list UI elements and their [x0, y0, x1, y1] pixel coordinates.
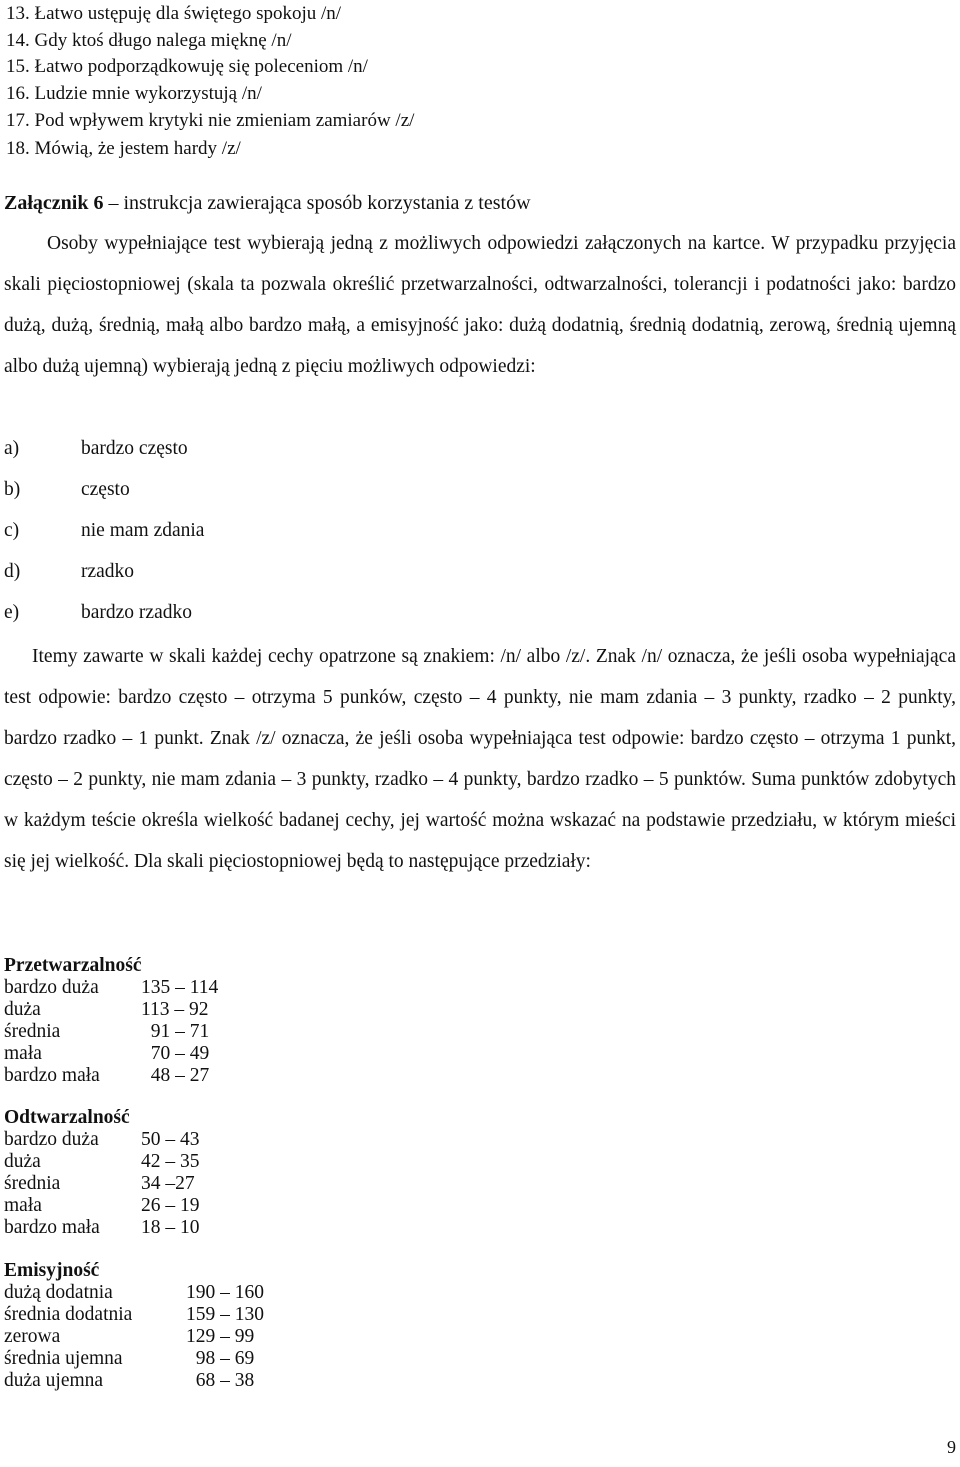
answer-option [4, 561, 134, 583]
scale-row-range: 18 – 10 [141, 1217, 200, 1238]
scale-row-label: duża [4, 999, 41, 1020]
scale-row-label: zerowa [4, 1326, 61, 1347]
scale-row-range: 135 – 114 [141, 977, 219, 998]
scale-row-label: bardzo duża [4, 1129, 99, 1150]
scale-row-range: 190 – 160 [186, 1282, 264, 1303]
option-text: bardzo rzadko [81, 602, 192, 623]
paragraph-text: Osoby wypełniające test wybierają jedną z możliwych odpowiedzi załączonych na kartce. W przypadku przyjęcia skali pięciostopniowej (skala ta pozwala określić przetwarzalności, odtwarzalności, tolerancji i podatności jako: bardzo dużą, dużą, średnią, małą albo bardzo małą, a emisyjność jako: dużą dodatnią, średnią dodatnią, zerową, średnią ujemną albo dużą ujemną) wybierają jedną z pięciu możliwych odpowiedzi: [4, 233, 956, 377]
option-text: nie mam zdania [81, 520, 205, 541]
scale-row-range: 91 – 71 [141, 1021, 210, 1042]
scale-row [4, 977, 218, 999]
scale-row-label: bardzo mała [4, 1065, 100, 1086]
paragraph-text: Itemy zawarte w skali każdej cechy opatrzone są znakiem: /n/ albo /z/. Znak /n/ oznacza, że jeśli osoba wypełniająca test odpowie: bardzo często – otrzyma 5 punków, często – 4 punkty, nie mam zdania – 3 punkty, rzadko – 2 punkty, bardzo rzadko – 1 punkt. Znak /z/ oznacza, że jeśli osoba wypełniająca test odpowie: bardzo często – otrzyma 1 punkt, często – 2 punkty, nie mam zdania – 3 punkty, rzadko – 4 punkty, bardzo rzadko – 5 punktów. Suma punktów zdobytych w każdym teście określa wielkość badanej cechy, jej wartość można wskazać na podstawie przedziału, w którym mieści się jej wielkość. Dla skali pięciostopniowej będą to następujące przedziały: [4, 646, 956, 872]
answer-option [4, 602, 192, 624]
questionnaire-item: 15. Łatwo podporządkowuję się poleceniom /n/ [6, 56, 368, 77]
answer-option [4, 479, 130, 501]
option-letter: c) [4, 520, 20, 541]
questionnaire-item: 13. Łatwo ustępuję dla świętego spokoju /n/ [6, 3, 342, 24]
scale-row [4, 1304, 264, 1326]
scale-title: Emisyjność [4, 1260, 100, 1281]
scale-row [4, 999, 218, 1021]
scale-row [4, 1195, 200, 1217]
appendix-title: – instrukcja zawierająca sposób korzystania z testów [103, 192, 531, 214]
appendix-label: Załącznik 6 [4, 192, 104, 214]
scale-row-label: średnia [4, 1173, 61, 1194]
scale-row-range: 159 – 130 [186, 1304, 264, 1325]
scale-row-range: 129 – 99 [186, 1326, 255, 1347]
option-letter: d) [4, 561, 21, 582]
questionnaire-item: 17. Pod wpływem krytyki nie zmieniam zamiarów /z/ [6, 110, 415, 131]
scale-row-label: bardzo duża [4, 977, 99, 998]
option-letter: a) [4, 438, 20, 459]
scale-row [4, 1173, 200, 1195]
option-letter: b) [4, 479, 21, 500]
scale-row [4, 1065, 218, 1087]
scale-row-label: średnia dodatnia [4, 1304, 133, 1325]
scale-title: Przetwarzalność [4, 955, 142, 976]
scale-row-range: 70 – 49 [141, 1043, 210, 1064]
scale-row [4, 1348, 264, 1370]
scale-row [4, 1021, 218, 1043]
scale-row-range: 34 –27 [141, 1173, 195, 1194]
scale-row-range: 68 – 38 [186, 1370, 255, 1391]
scale-row-label: duża [4, 1151, 41, 1172]
scale-row [4, 1043, 218, 1065]
scale-row-range: 98 – 69 [186, 1348, 255, 1369]
scale-row-label: średnia ujemna [4, 1348, 123, 1369]
scale-row [4, 1370, 264, 1392]
scale-row-label: bardzo mała [4, 1217, 100, 1238]
scale-row-range: 48 – 27 [141, 1065, 210, 1086]
scale-title: Odtwarzalność [4, 1107, 130, 1128]
scale-przetwarzalnosc [4, 955, 218, 1087]
scale-row-range: 50 – 43 [141, 1129, 200, 1150]
answer-option [4, 438, 188, 460]
scale-row [4, 1217, 200, 1239]
scale-emisyjnosc [4, 1260, 264, 1392]
scale-row-label: duża ujemna [4, 1370, 104, 1391]
questionnaire-item: 16. Ludzie mnie wykorzystują /n/ [6, 83, 262, 104]
instructions-paragraph [4, 223, 956, 387]
option-text: rzadko [81, 561, 135, 582]
scale-row-label: mała [4, 1043, 42, 1064]
questionnaire-item: 18. Mówią, że jestem hardy /z/ [6, 138, 241, 159]
scale-row [4, 1129, 200, 1151]
option-letter: e) [4, 602, 20, 623]
scale-row-label: średnia [4, 1021, 61, 1042]
scale-row-range: 26 – 19 [141, 1195, 200, 1216]
scale-row [4, 1151, 200, 1173]
scale-row [4, 1282, 264, 1304]
questionnaire-item: 14. Gdy ktoś długo nalega mięknę /n/ [6, 30, 292, 51]
answer-option [4, 520, 204, 542]
scale-row-label: mała [4, 1195, 42, 1216]
option-text: bardzo często [81, 438, 188, 459]
option-text: często [81, 479, 130, 500]
scale-row [4, 1326, 264, 1348]
scale-row-label: dużą dodatnia [4, 1282, 113, 1303]
scoring-paragraph [4, 636, 956, 882]
appendix-heading [4, 192, 531, 215]
scale-row-range: 42 – 35 [141, 1151, 200, 1172]
page-number: 9 [947, 1437, 956, 1457]
scale-row-range: 113 – 92 [141, 999, 209, 1020]
scale-odtwarzalnosc [4, 1107, 200, 1239]
